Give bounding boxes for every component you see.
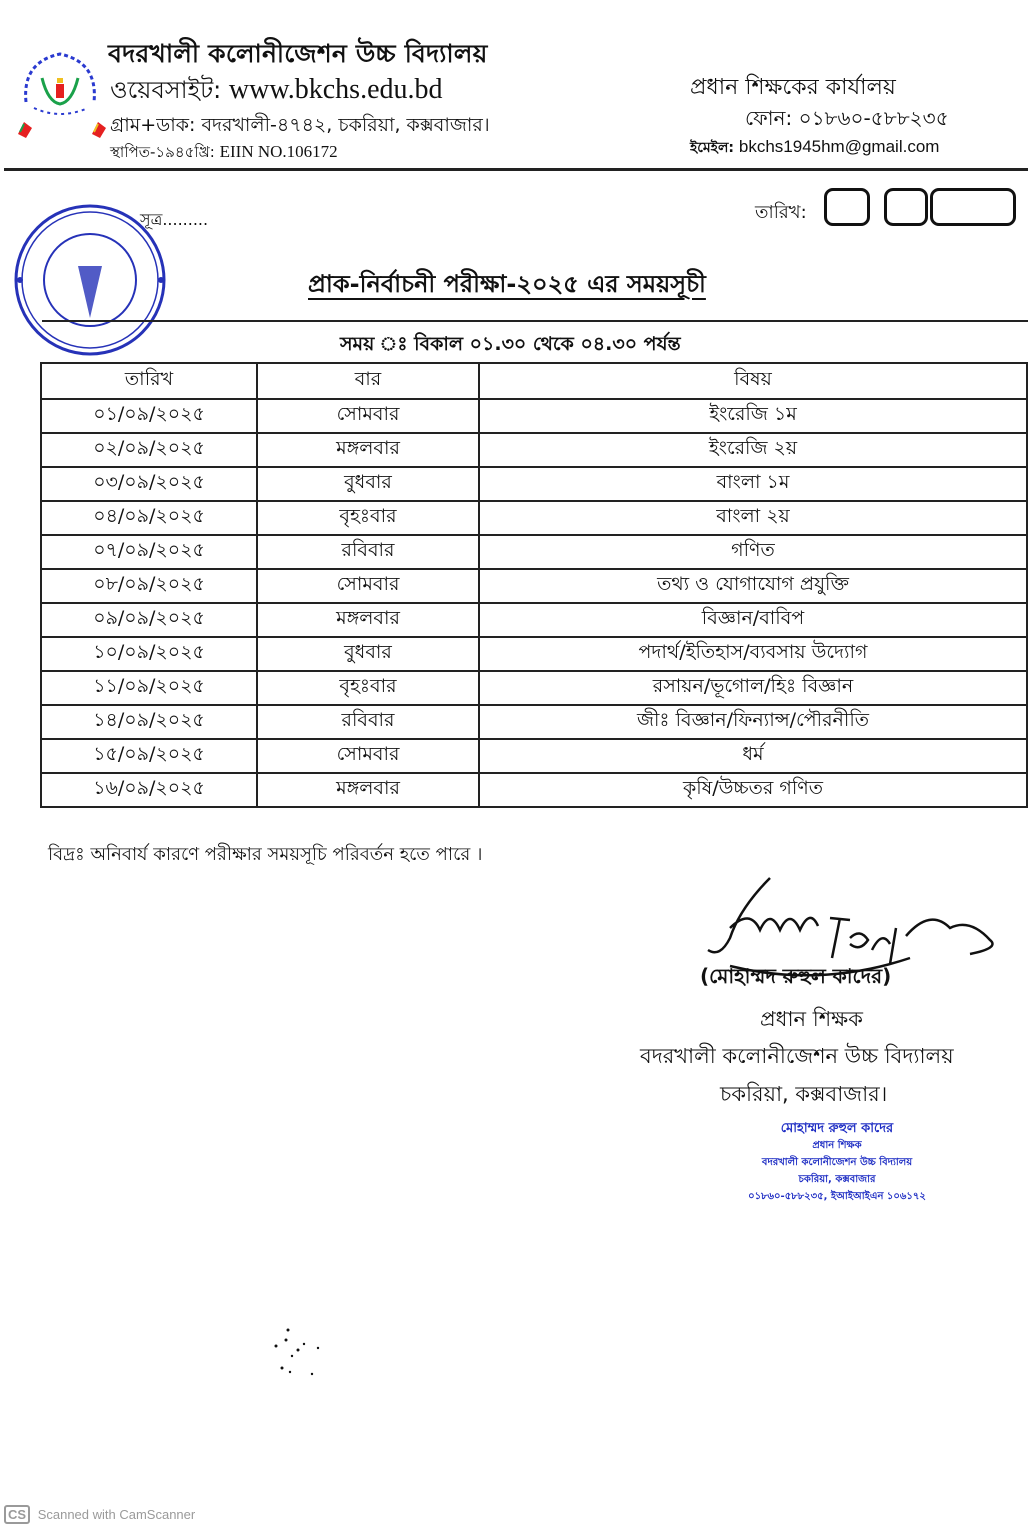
cell-subject: বাংলা ২য় xyxy=(479,501,1027,535)
cell-date: ১১/০৯/২০২৫ xyxy=(41,671,257,705)
cell-date: ০৯/০৯/২০২৫ xyxy=(41,603,257,637)
office-label: প্রধান শিক্ষকের কার্যালয় xyxy=(690,75,896,100)
website xyxy=(110,72,443,112)
table-row xyxy=(41,535,1027,569)
table-row xyxy=(41,637,1027,671)
eiin-number: EIIN NO.106172 xyxy=(219,142,338,161)
table-row xyxy=(41,467,1027,501)
school-name: বদরখালী কলোনীজেশন উচ্চ বিদ্যালয় xyxy=(108,39,488,68)
seal-line: চকরিয়া, কক্সবাজার xyxy=(798,1174,876,1185)
cell-subject: তথ্য ও যোগাযোগ প্রযুক্তি xyxy=(479,569,1027,603)
signer-designation: প্রধান শিক্ষক xyxy=(760,1007,863,1031)
schedule-body xyxy=(41,399,1027,807)
school-logo xyxy=(14,42,106,142)
cell-day: বৃহঃবার xyxy=(257,671,479,705)
cell-date: ১৫/০৯/২০২৫ xyxy=(41,739,257,773)
cell-date: ০১/০৯/২০২৫ xyxy=(41,399,257,433)
email xyxy=(690,136,939,160)
camscanner-watermark xyxy=(4,1505,195,1524)
title-divider xyxy=(42,320,1028,322)
cell-day: সোমবার xyxy=(257,569,479,603)
phone: ফোন: ০১৮৬০-৫৮৮২৩৫ xyxy=(745,106,949,130)
table-row xyxy=(41,773,1027,807)
official-seal xyxy=(722,1120,952,1205)
email-label: ইমেইল: xyxy=(690,140,734,156)
cell-day: সোমবার xyxy=(257,399,479,433)
address: গ্রাম+ডাক: বদরখালী-৪৭৪২, চকরিয়া, কক্সবাজার। xyxy=(110,114,490,136)
cell-day: মঙ্গলবার xyxy=(257,603,479,637)
table-row xyxy=(41,569,1027,603)
cell-date: ০৮/০৯/২০২৫ xyxy=(41,569,257,603)
seal-line: প্রধান শিক্ষক xyxy=(812,1140,862,1151)
schedule-table xyxy=(40,362,1028,808)
seal-line: মোহাম্মদ রুহুল কাদের xyxy=(780,1121,894,1136)
website-url[interactable]: www.bkchs.edu.bd xyxy=(228,74,443,105)
established-eiin xyxy=(110,141,338,166)
memo-reference: সূত্র......... xyxy=(140,210,209,229)
cell-date: ০২/০৯/২০২৫ xyxy=(41,433,257,467)
header-divider xyxy=(4,168,1028,171)
cell-day: বুধবার xyxy=(257,467,479,501)
cell-subject: বিজ্ঞান/বাবিপ xyxy=(479,603,1027,637)
cell-subject: পদার্থ/ইতিহাস/ব্যবসায় উদ্যোগ xyxy=(479,637,1027,671)
camscanner-text: Scanned with CamScanner xyxy=(37,1507,196,1522)
table-row xyxy=(41,433,1027,467)
cell-day: সোমবার xyxy=(257,739,479,773)
header-date: তারিখ xyxy=(41,363,257,399)
cell-subject: জীঃ বিজ্ঞান/ফিন্যান্স/পৌরনীতি xyxy=(479,705,1027,739)
exam-time: সময় ঃ বিকাল ০১.৩০ থেকে ০৪.৩০ পর্যন্ত xyxy=(340,333,681,355)
document-title: প্রাক-নির্বাচনী পরীক্ষা-২০২৫ এর সময়সূচী xyxy=(308,270,706,298)
cell-subject: ইংরেজি ১ম xyxy=(479,399,1027,433)
cell-date: ০৩/০৯/২০২৫ xyxy=(41,467,257,501)
table-row xyxy=(41,603,1027,637)
cell-date: ০৭/০৯/২০২৫ xyxy=(41,535,257,569)
date-box-month[interactable] xyxy=(884,188,928,226)
signer-school: বদরখালী কলোনীজেশন উচ্চ বিদ্যালয় xyxy=(640,1044,954,1068)
date-box-day[interactable] xyxy=(824,188,870,226)
table-row xyxy=(41,399,1027,433)
table-header-row xyxy=(41,363,1027,399)
header-day: বার xyxy=(257,363,479,399)
cell-day: রবিবার xyxy=(257,535,479,569)
cell-day: বুধবার xyxy=(257,637,479,671)
signer-place: চকরিয়া, কক্সবাজার। xyxy=(720,1082,888,1106)
cell-day: রবিবার xyxy=(257,705,479,739)
email-address[interactable]: bkchs1945hm@gmail.com xyxy=(738,137,940,156)
table-row xyxy=(41,739,1027,773)
seal-line: বদরখালী কলোনীজেশন উচ্চ বিদ্যালয় xyxy=(761,1157,913,1168)
seal-line: ০১৮৬০-৫৮৮২৩৫, ইআইআইএন ১০৬১৭২ xyxy=(748,1191,926,1202)
date-label: তারিখ: xyxy=(755,202,807,223)
cell-date: ১০/০৯/২০২৫ xyxy=(41,637,257,671)
cell-date: ১৬/০৯/২০২৫ xyxy=(41,773,257,807)
cell-day: মঙ্গলবার xyxy=(257,773,479,807)
cell-subject: ধর্ম xyxy=(479,739,1027,773)
cell-date: ১৪/০৯/২০২৫ xyxy=(41,705,257,739)
cell-day: মঙ্গলবার xyxy=(257,433,479,467)
established-year: স্থাপিত-১৯৪৫খ্রি: xyxy=(110,143,215,161)
table-row xyxy=(41,501,1027,535)
scan-specks xyxy=(268,1320,328,1380)
cell-day: বৃহঃবার xyxy=(257,501,479,535)
cell-subject: বাংলা ১ম xyxy=(479,467,1027,501)
cell-subject: ইংরেজি ২য় xyxy=(479,433,1027,467)
note: বিদ্রঃ অনিবার্য কারণে পরীক্ষার সময়সূচি পরিবর্তন হতে পারে । xyxy=(48,844,483,865)
cell-subject: রসায়ন/ভূগোল/হিঃ বিজ্ঞান xyxy=(479,671,1027,705)
cell-subject: কৃষি/উচ্চতর গণিত xyxy=(479,773,1027,807)
cell-date: ০৪/০৯/২০২৫ xyxy=(41,501,257,535)
website-label: ওয়েবসাইট: xyxy=(110,76,222,104)
date-box-year[interactable] xyxy=(930,188,1016,226)
header-subject: বিষয় xyxy=(479,363,1027,399)
table-row xyxy=(41,671,1027,705)
cell-subject: গণিত xyxy=(479,535,1027,569)
signer-name: (মোহাম্মদ রুহুল কাদের) xyxy=(700,964,892,988)
camscanner-icon: CS xyxy=(4,1505,30,1524)
table-row xyxy=(41,705,1027,739)
